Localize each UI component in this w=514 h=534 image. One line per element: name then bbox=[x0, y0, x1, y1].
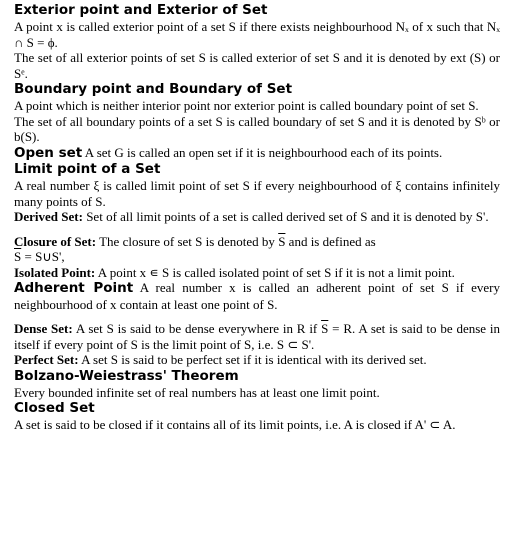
perfect-set-definition bbox=[14, 352, 500, 368]
limit-point-definition: A real number ξ is called limit point of set S if every neighbourhood of ξ contains infinitely many points of S. bbox=[14, 178, 500, 209]
exterior-of-set-definition: The set of all exterior points of set S is called exterior of set S and it is denoted by ext (S) or Sᵉ. bbox=[14, 50, 500, 81]
closure-text-2: and is defined as bbox=[285, 233, 376, 249]
dense-set-symbol: $\overline{S}$ bbox=[321, 321, 329, 336]
open-set-definition bbox=[14, 145, 500, 162]
closure-formula-symbol: $\overline{S}$ bbox=[14, 249, 22, 264]
bolzano-statement: Every bounded infinite set of real numbers has at least one limit point. bbox=[14, 384, 380, 400]
closure-formula-rest: = S∪S', bbox=[21, 249, 65, 264]
heading-boundary: Boundary point and Boundary of Set bbox=[14, 81, 293, 97]
isolated-point-text: A point x ∊ S is called isolated point of set S if it is not a limit point. bbox=[95, 264, 455, 280]
perfect-set-text: A set S is said to be perfect set if it is identical with its derived set. bbox=[78, 352, 427, 367]
exterior-definition: A point x is called exterior point of a set S if there exists neighbourhood Nₓ of x such that Nₓ ∩ S = ϕ. bbox=[14, 19, 500, 50]
boundary-of-set-definition: The set of all boundary points of a set S is called boundary of set S and it is denoted by Sᵇ or b(S). bbox=[14, 113, 500, 144]
dense-set-definition bbox=[14, 321, 500, 352]
derived-set-definition bbox=[14, 209, 500, 225]
closure-symbol: $\overline{S}$ bbox=[278, 233, 286, 249]
heading-limit-point: Limit point of a Set bbox=[14, 161, 161, 177]
open-set-text: A set G is called an open set if it is neighbourhood each of its points. bbox=[82, 144, 443, 160]
adherent-point-definition bbox=[14, 280, 500, 312]
derived-set-text: Set of all limit points of a set is called derived set of S and it is denoted by S'. bbox=[82, 209, 489, 224]
adherent-point-text: A real number x is called an adherent point of set S if every neighbourhood of x contain at least one point of S. bbox=[14, 280, 501, 312]
heading-bolzano: Bolzano-Weiestrass' Theorem bbox=[14, 367, 239, 384]
closure-text: The closure of set S is denoted by bbox=[96, 233, 279, 249]
closure-definition bbox=[14, 234, 500, 250]
heading-exterior: Exterior point and Exterior of Set bbox=[14, 2, 268, 18]
perfect-set-term: Perfect Set: bbox=[14, 352, 79, 367]
boundary-point-definition: A point which is neither interior point nor exterior point is called boundary point of set S. bbox=[14, 98, 479, 113]
isolated-point-term: Isolated Point: bbox=[14, 264, 96, 280]
dense-set-term: Dense Set: bbox=[14, 321, 73, 336]
derived-set-term: Derived Set: bbox=[14, 209, 83, 224]
dense-set-text-2: = R. A set is said to be dense in itself if every point of S is the limit point of S, i.e. S ⊂ S'. bbox=[14, 321, 500, 352]
closure-term: Closure of Set: bbox=[14, 233, 97, 249]
open-set-term: Open set bbox=[14, 144, 83, 161]
closure-formula bbox=[14, 249, 500, 265]
adherent-point-term: Adherent Point bbox=[14, 280, 134, 296]
isolated-point-definition bbox=[14, 265, 500, 281]
closed-set-definition: A set is said to be closed if it contains all of its limit points, i.e. A is closed if A' ⊂ A. bbox=[14, 417, 456, 432]
heading-closed-set: Closed Set bbox=[14, 400, 95, 416]
dense-set-text: A set S is said to be dense everywhere in R if bbox=[72, 321, 322, 336]
